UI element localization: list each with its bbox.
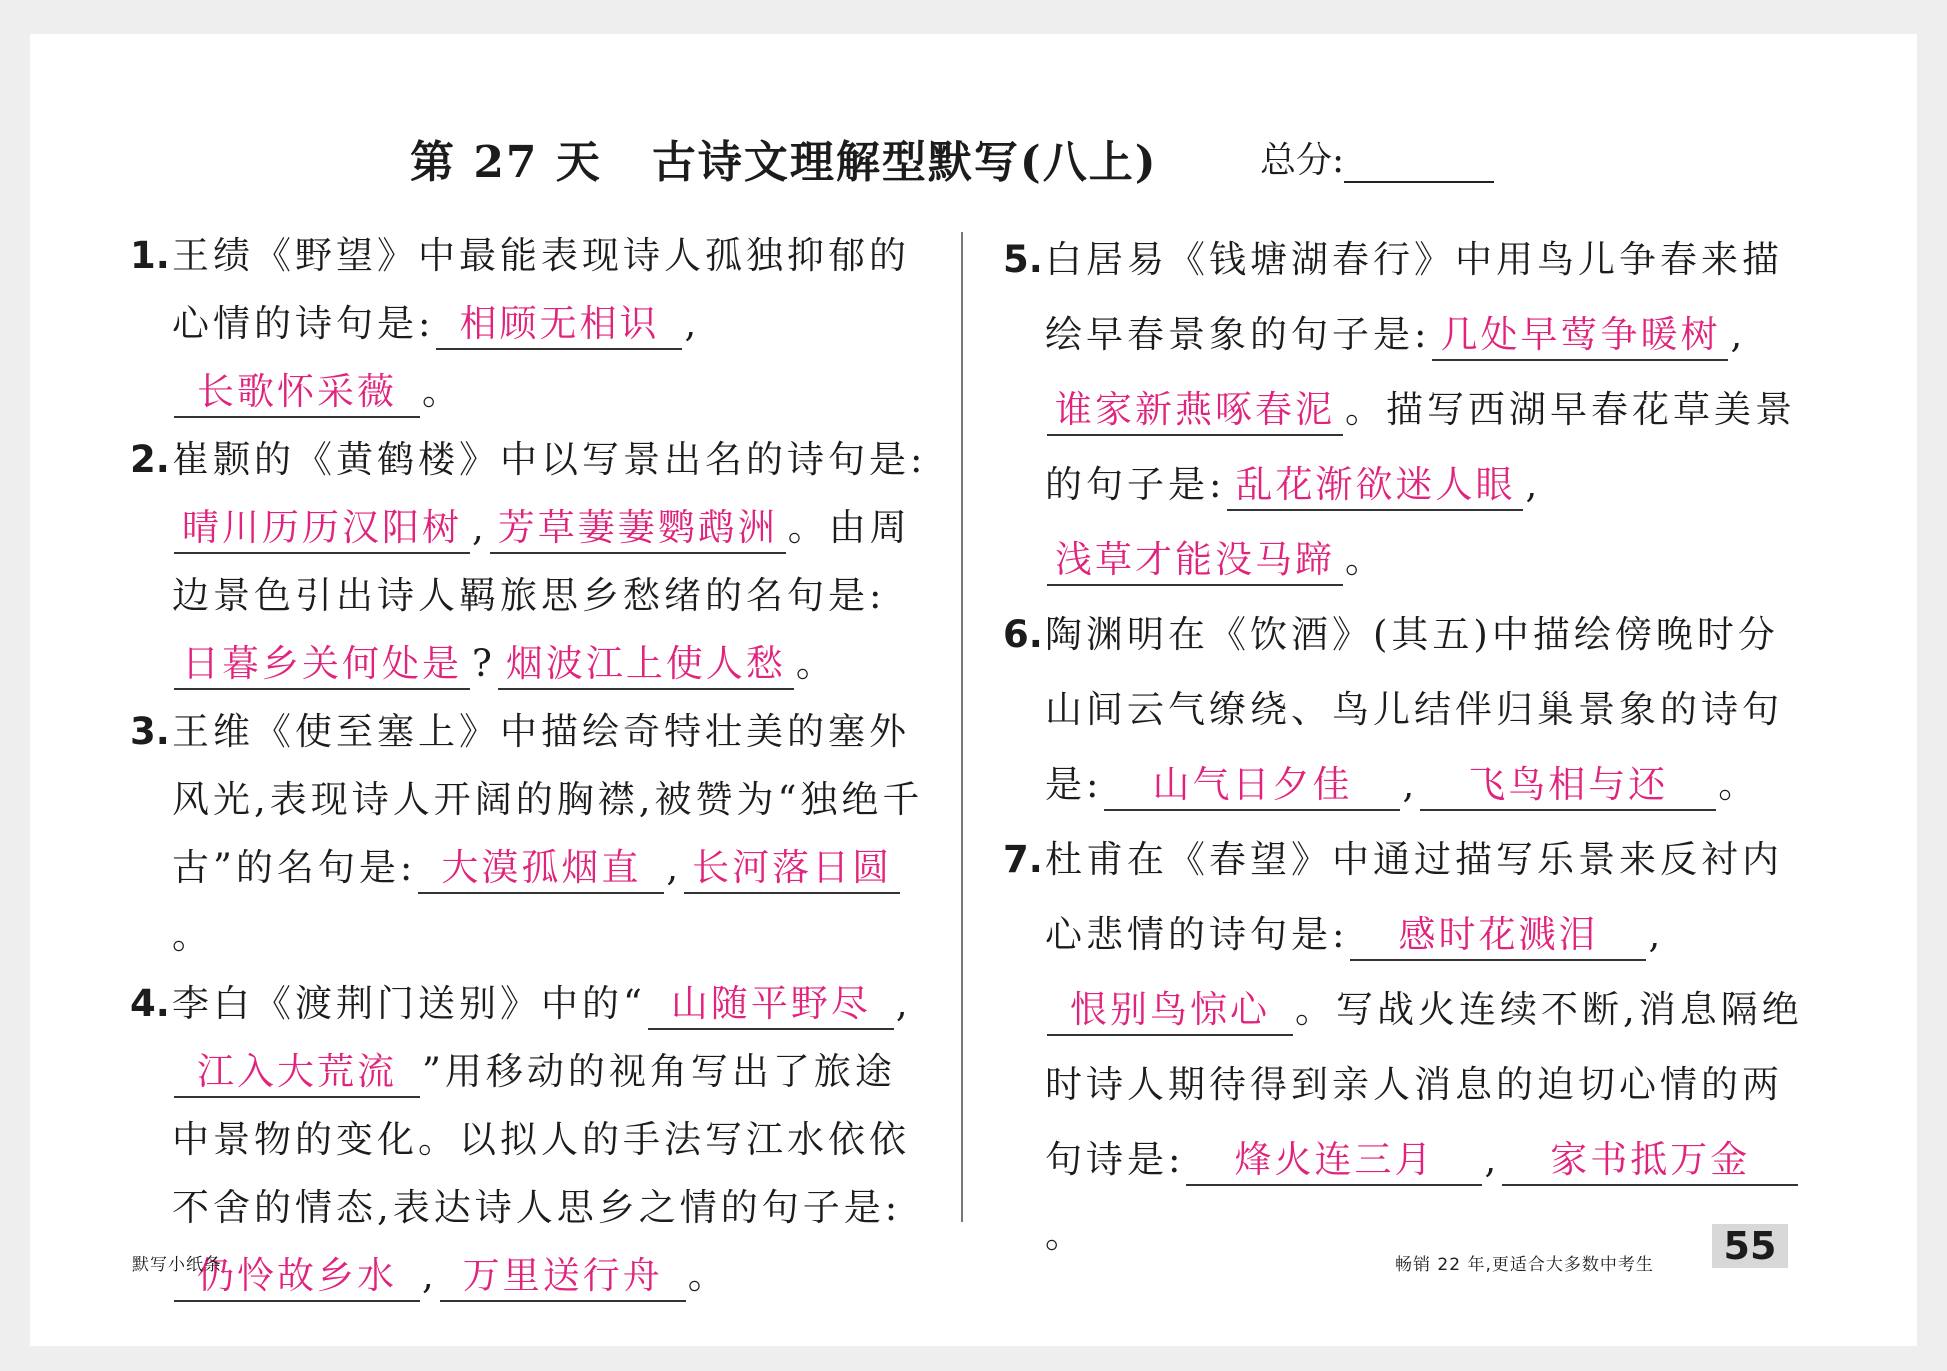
separator: , — [1402, 763, 1419, 806]
question-text: 王绩《野望》中最能表现诗人孤独抑郁的心情的诗句是: — [172, 234, 910, 345]
end-mark: 。 — [1345, 538, 1386, 581]
end-mark: 。 — [172, 914, 213, 957]
answer-blank[interactable]: 乱花渐欲迷人眼 — [1227, 461, 1523, 511]
answer-blank[interactable]: 烟波江上使人愁 — [498, 640, 794, 690]
question-number: 1. — [130, 234, 170, 277]
day-label: 第 27 天 — [410, 137, 602, 188]
answer-blank[interactable]: 飞鸟相与还 — [1420, 761, 1716, 811]
question-text: 李白《渡荆门送别》中的“ — [172, 982, 646, 1025]
answer-blank[interactable]: 万里送行舟 — [440, 1252, 686, 1302]
separator: , — [666, 846, 683, 889]
question-text: 白居易《钱塘湖春行》中用鸟儿争春来描绘早春景象的句子是: — [1045, 238, 1783, 356]
answer-blank[interactable]: 大漠孤烟直 — [418, 844, 664, 894]
question-number: 6. — [1003, 613, 1043, 656]
answer-blank[interactable]: 晴川历历汉阳树 — [174, 504, 470, 554]
answer-blank[interactable]: 江入大荒流 — [174, 1048, 420, 1098]
question-4 — [130, 970, 930, 1310]
answer-blank[interactable]: 长河落日圆 — [684, 844, 900, 894]
title-text: 古诗文理解型默写(八上) — [651, 137, 1158, 188]
question-text: 陶渊明在《饮酒》(其五)中描绘傍晚时分山间云气缭绕、鸟儿结伴归巢景象的诗句是: — [1045, 613, 1783, 806]
answer-blank[interactable]: 谁家新燕啄春泥 — [1047, 386, 1343, 436]
question-number: 7. — [1003, 838, 1043, 881]
question-text: 崔颢的《黄鹤楼》中以写景出名的诗句是: — [172, 438, 927, 481]
page-title — [410, 126, 1158, 190]
separator: ? — [472, 642, 496, 685]
answer-blank[interactable]: 长歌怀采薇 — [174, 368, 420, 418]
footer-slogan: 畅销 22 年,更适合大多数中考生 — [1395, 1255, 1654, 1275]
answer-blank[interactable]: 几处早莺争暖树 — [1432, 311, 1728, 361]
question-text: ”用移动的视角写出了旅途中景物的变化。以拟人的手法写江水依依不舍的情态,表达诗人思乡之情的句子是: — [172, 1050, 910, 1229]
column-divider — [961, 232, 963, 1222]
page-number: 55 — [1712, 1224, 1788, 1268]
question-number: 5. — [1003, 238, 1043, 281]
question-text: 。由周边景色引出诗人羁旅思乡愁绪的名句是: — [172, 506, 911, 617]
question-number: 4. — [130, 982, 170, 1025]
answer-blank[interactable]: 山随平野尽 — [648, 980, 894, 1030]
separator: , — [1525, 463, 1542, 506]
answer-blank[interactable]: 感时花溅泪 — [1350, 911, 1646, 961]
end-mark: 。 — [795, 642, 837, 685]
separator: , — [1730, 313, 1747, 356]
left-column — [130, 222, 930, 1310]
end-mark: 。 — [1045, 1213, 1086, 1256]
separator: , — [1648, 913, 1665, 956]
right-column — [1003, 222, 1803, 1272]
answer-blank[interactable]: 烽火连三月 — [1186, 1136, 1482, 1186]
question-6 — [1003, 597, 1803, 822]
answer-blank[interactable]: 日暮乡关何处是 — [174, 640, 470, 690]
question-text: 。描写西湖早春花草美景的句子是: — [1045, 388, 1796, 506]
question-text: 王维《使至塞上》中描绘奇特壮美的塞外风光,表现诗人开阔的胸襟,被赞为“独绝千古”的名句是: — [172, 710, 924, 889]
question-2 — [130, 426, 930, 698]
answer-blank[interactable]: 仍怜故乡水 — [174, 1252, 420, 1302]
question-text: 杜甫在《春望》中通过描写乐景来反衬内心悲情的诗句是: — [1045, 838, 1783, 956]
end-mark: 。 — [1718, 763, 1760, 806]
question-number: 3. — [130, 710, 170, 753]
answer-blank[interactable]: 相顾无相识 — [436, 300, 682, 350]
question-1 — [130, 222, 930, 426]
question-number: 2. — [130, 438, 170, 481]
separator: , — [1484, 1138, 1501, 1181]
separator: , — [684, 302, 701, 345]
question-7 — [1003, 822, 1803, 1272]
separator: , — [895, 982, 912, 1025]
question-text: 。写战火连续不断,消息隔绝时诗人期待得到亲人消息的迫切心情的两句诗是: — [1045, 988, 1803, 1181]
end-mark: 。 — [687, 1254, 729, 1297]
score-blank[interactable] — [1344, 143, 1494, 183]
answer-blank[interactable]: 浅草才能没马蹄 — [1047, 536, 1343, 586]
answer-blank[interactable]: 恨别鸟惊心 — [1047, 986, 1293, 1036]
end-mark: 。 — [422, 370, 463, 413]
question-5 — [1003, 222, 1803, 597]
answer-blank[interactable]: 家书抵万金 — [1502, 1136, 1798, 1186]
answer-blank[interactable]: 芳草萋萋鹦鹉洲 — [490, 504, 786, 554]
separator: , — [422, 1254, 438, 1297]
answer-blank[interactable]: 山气日夕佳 — [1104, 761, 1400, 811]
question-3 — [130, 698, 930, 970]
footer-series-label: 默写小纸条 — [132, 1255, 222, 1275]
score-field — [1260, 132, 1494, 183]
separator: , — [472, 506, 488, 549]
score-label: 总分: — [1260, 140, 1345, 181]
